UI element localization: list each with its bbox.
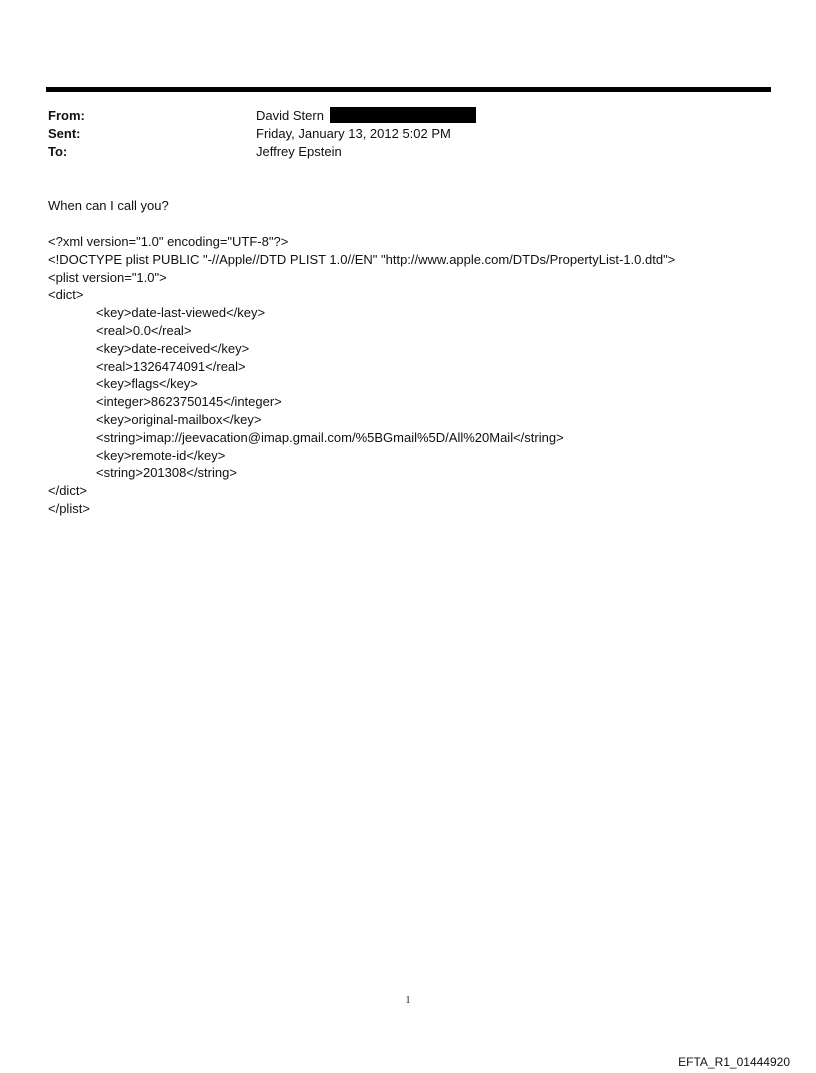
plist-line: <dict> xyxy=(48,287,84,303)
page-number: 1 xyxy=(405,995,411,1006)
plist-line: <string>imap://jeevacation@imap.gmail.com/%5BGmail%5D/All%20Mail</string> xyxy=(96,429,564,445)
plist-line: <key>flags</key> xyxy=(96,376,198,392)
to-row xyxy=(48,143,748,161)
to-label: To: xyxy=(48,144,68,159)
plist-line: <string>201308</string> xyxy=(96,465,237,481)
from-value: David Stern xyxy=(256,108,324,123)
plist-line: </plist> xyxy=(48,500,90,516)
plist-line: <integer>8623750145</integer> xyxy=(96,394,282,410)
plist-line: <!DOCTYPE plist PUBLIC "-//Apple//DTD PLIST 1.0//EN" "http://www.apple.com/DTDs/PropertyList-1.0.dtd"> xyxy=(48,251,676,267)
email-body: When can I call you? xyxy=(48,198,169,213)
email-header xyxy=(48,107,748,161)
plist-line: <key>remote-id</key> xyxy=(96,447,226,463)
plist-metadata xyxy=(48,233,675,518)
header-divider xyxy=(46,87,771,92)
plist-line: <key>original-mailbox</key> xyxy=(96,411,262,427)
bates-number: EFTA_R1_01444920 xyxy=(678,1055,790,1069)
plist-line: <key>date-last-viewed</key> xyxy=(96,305,266,321)
from-value-wrap xyxy=(256,107,476,125)
from-label: From: xyxy=(48,108,85,123)
plist-line: <plist version="1.0"> xyxy=(48,269,167,285)
sent-label: Sent: xyxy=(48,126,81,141)
plist-line: <real>0.0</real> xyxy=(96,322,192,338)
sent-value: Friday, January 13, 2012 5:02 PM xyxy=(256,126,451,141)
plist-line: <key>date-received</key> xyxy=(96,340,250,356)
from-row xyxy=(48,107,748,125)
plist-line: </dict> xyxy=(48,483,88,499)
plist-line: <real>1326474091</real> xyxy=(96,358,246,374)
redaction-box xyxy=(330,107,476,123)
sent-row xyxy=(48,125,748,143)
plist-line: <?xml version="1.0" encoding="UTF-8"?> xyxy=(48,234,289,249)
to-value: Jeffrey Epstein xyxy=(256,144,342,159)
